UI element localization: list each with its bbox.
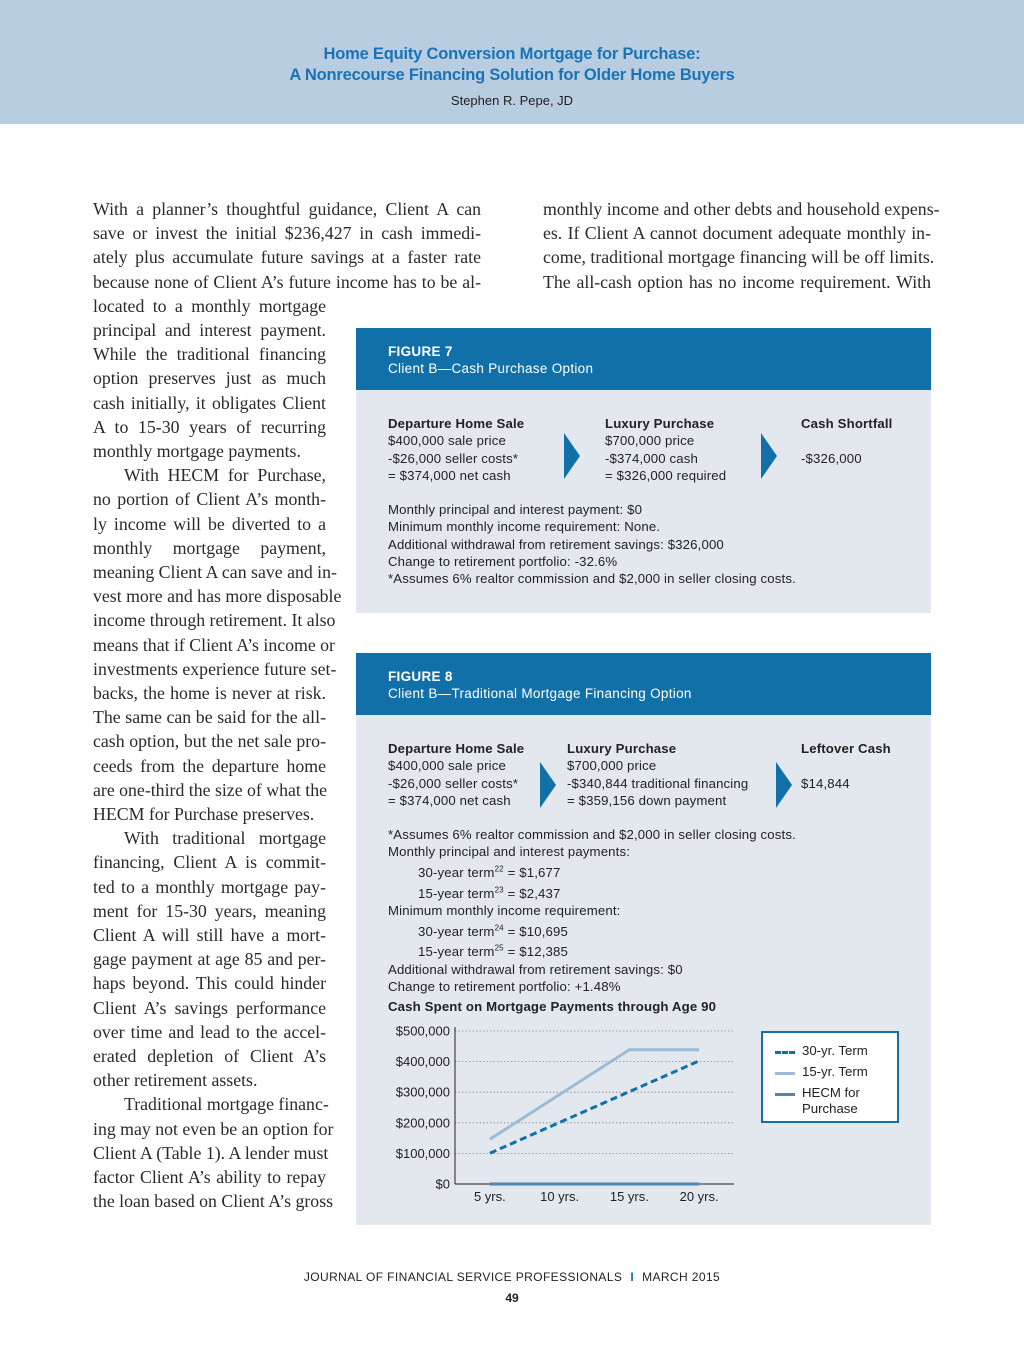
page-footer bbox=[0, 1270, 1024, 1284]
body-text-line: the loan based on Client A’s gross bbox=[93, 1191, 334, 1212]
figure-7-departure-heading: Departure Home Sale bbox=[388, 416, 525, 431]
x-tick-label: 5 yrs. bbox=[473, 1189, 506, 1204]
body-text-line: Client A’s savings performance bbox=[93, 997, 326, 1018]
body-text-line: es. If Client A cannot document adequate monthly in- bbox=[543, 223, 931, 244]
series-line-15-yr-term bbox=[490, 1050, 699, 1140]
figure-8-luxury-line1: $700,000 price bbox=[567, 758, 657, 774]
figure-8-departure-line3: = $374,000 net cash bbox=[388, 792, 511, 808]
body-text-line: are one-third the size of what the bbox=[93, 779, 328, 800]
body-text-line: Client A will still have a mort- bbox=[93, 925, 326, 945]
y-tick-label: $100,000 bbox=[395, 1145, 450, 1161]
figure-7 bbox=[356, 328, 931, 613]
figure-8-header bbox=[356, 653, 931, 715]
figure-8-arrow-2 bbox=[776, 762, 792, 808]
body-text-line: Traditional mortgage financ- bbox=[124, 1094, 329, 1115]
figure-8-note-withdrawal: Additional withdrawal from retirement savings: $0 bbox=[388, 961, 683, 977]
page-number: 49 bbox=[505, 1291, 519, 1305]
y-tick-label: $200,000 bbox=[395, 1115, 450, 1131]
body-text-line: ly income will be diverted to a bbox=[93, 513, 326, 534]
body-text-line: HECM for Purchase preserves. bbox=[93, 804, 315, 824]
figure-7-arrow-1 bbox=[564, 433, 580, 479]
header-band bbox=[0, 0, 1024, 124]
figure-7-note: Additional withdrawal from retirement savings: $326,000 bbox=[388, 536, 724, 552]
body-text-line: cash initially, it obligates Client bbox=[93, 392, 326, 413]
body-text-line: erated depletion of Client A’s bbox=[93, 1046, 326, 1066]
body-text-line: monthly mortgage payment, bbox=[93, 537, 326, 558]
y-tick-label: $400,000 bbox=[395, 1054, 450, 1070]
chart-legend bbox=[761, 1031, 899, 1123]
figure-8-luxury bbox=[567, 740, 748, 809]
figure-7-notes bbox=[388, 501, 796, 587]
figure-7-shortfall-heading: Cash Shortfall bbox=[801, 416, 893, 431]
body-text-line: factor Client A’s ability to repay bbox=[93, 1167, 326, 1187]
issue-date: MARCH 2015 bbox=[642, 1270, 721, 1284]
figure-8-luxury-line3: = $359,156 down payment bbox=[567, 792, 727, 808]
chart-title: Cash Spent on Mortgage Payments through Age 90 bbox=[388, 999, 717, 1014]
figure-8-note-assume: *Assumes 6% realtor commission and $2,000 in seller closing costs. bbox=[388, 827, 796, 842]
body-text-line: ing may not even be an option for bbox=[93, 1118, 334, 1139]
body-text-line: monthly income and other debts and household expens- bbox=[543, 199, 940, 219]
figure-8-title: Client B—Traditional Mortgage Financing Option bbox=[388, 686, 692, 701]
figure-8-luxury-line2: -$340,844 traditional financing bbox=[567, 775, 749, 791]
body-text-line: ted to a monthly mortgage pay- bbox=[93, 876, 326, 897]
body-text-line: other retirement assets. bbox=[93, 1070, 258, 1091]
y-tick-label: $300,000 bbox=[395, 1084, 450, 1100]
figure-8-note-pi-15: 15-year term$^{23}$ = $2,437 bbox=[418, 885, 561, 901]
figure-8-note-pi-heading: Monthly principal and interest payments: bbox=[388, 844, 631, 860]
figure-7-departure-line3: = $374,000 net cash bbox=[388, 467, 511, 483]
legend-swatch-30yr bbox=[775, 1051, 795, 1054]
figure-8-departure-line1: $400,000 sale price bbox=[388, 758, 506, 774]
body-text-line: no portion of Client A’s month- bbox=[93, 489, 326, 510]
legend-label-hecm: HECM for Purchase bbox=[802, 1085, 860, 1116]
legend-label-15yr: 15-yr. Term bbox=[802, 1064, 868, 1079]
body-text-line: While the traditional financing bbox=[93, 344, 326, 365]
series-line-30-yr-term bbox=[490, 1061, 699, 1153]
body-text-line: ately plus accumulate future savings at a faster rate bbox=[93, 247, 481, 268]
figure-7-note: Minimum monthly income requirement: None. bbox=[388, 519, 661, 535]
journal-name: JOURNAL OF FINANCIAL SERVICE PROFESSIONALS bbox=[303, 1270, 623, 1284]
body-text-line: With traditional mortgage bbox=[124, 828, 326, 849]
figure-7-departure-line2: -$26,000 seller costs* bbox=[388, 450, 519, 466]
figure-8-note-income-30: 30-year term$^{24}$ = $10,695 bbox=[418, 923, 568, 939]
y-tick-label: $500,000 bbox=[395, 1023, 450, 1039]
figure-8-leftover-value: $14,844 bbox=[801, 775, 850, 791]
legend-swatch-hecm bbox=[775, 1093, 795, 1096]
body-text-line: investments experience future set- bbox=[93, 658, 337, 679]
figure-7-luxury bbox=[605, 415, 726, 484]
figure-7-luxury-line2: -$374,000 cash bbox=[605, 450, 699, 466]
body-text-line: financing, Client A is commit- bbox=[93, 852, 326, 873]
x-tick-label: 15 yrs. bbox=[609, 1189, 649, 1204]
figure-7-title: Client B—Cash Purchase Option bbox=[388, 361, 594, 376]
body-text-line: The all-cash option has no income requirement. With bbox=[543, 271, 931, 292]
figure-8-departure-heading: Departure Home Sale bbox=[388, 741, 525, 756]
figure-8-luxury-heading: Luxury Purchase bbox=[567, 741, 677, 756]
figure-8-arrow-1 bbox=[540, 762, 556, 808]
y-tick-label: $0 bbox=[435, 1176, 450, 1192]
figure-7-note: Monthly principal and interest payment: $0 bbox=[388, 502, 643, 517]
figure-8-note-income-heading: Minimum monthly income requirement: bbox=[388, 902, 621, 918]
x-tick-label: 10 yrs. bbox=[540, 1189, 580, 1204]
article-title-line2: A Nonrecourse Financing Solution for Older Home Buyers bbox=[289, 66, 735, 84]
body-text-line: haps beyond. This could hinder bbox=[93, 973, 326, 994]
body-text-line: A to 15-30 years of recurring bbox=[93, 416, 326, 437]
body-text-line: gage payment at age 85 and per- bbox=[93, 949, 326, 970]
body-text-line: because none of Client A’s future income has to be al- bbox=[93, 271, 481, 292]
figure-8-departure-line2: -$26,000 seller costs* bbox=[388, 775, 519, 791]
mortgage-payments-chart bbox=[380, 1015, 750, 1215]
legend-label-30yr: 30-yr. Term bbox=[802, 1043, 868, 1058]
figure-7-shortfall-value: -$326,000 bbox=[801, 450, 862, 466]
figure-7-arrow-2 bbox=[761, 433, 777, 479]
body-text-line: meaning Client A can save and in- bbox=[93, 562, 337, 582]
body-text-line: cash option, but the net sale pro- bbox=[93, 731, 326, 752]
body-text-line: With a planner’s thoughtful guidance, Client A can bbox=[93, 199, 481, 219]
figure-8-leftover bbox=[801, 740, 891, 792]
article-title-line1: Home Equity Conversion Mortgage for Purchase: bbox=[323, 45, 701, 63]
figure-8-leftover-heading: Leftover Cash bbox=[801, 741, 891, 756]
x-tick-label: 20 yrs. bbox=[679, 1189, 719, 1204]
figure-8-note-pi-30: 30-year term$^{22}$ = $1,677 bbox=[418, 864, 561, 880]
body-text-line: option preserves just as much bbox=[93, 368, 326, 389]
figure-8-number: FIGURE 8 bbox=[388, 669, 453, 684]
footer-separator: I bbox=[630, 1270, 635, 1284]
body-text-line: means that if Client A’s income or bbox=[93, 634, 335, 655]
body-text-line: income through retirement. It also bbox=[93, 610, 336, 631]
body-text-line: ceeds from the departure home bbox=[93, 755, 326, 776]
body-text-line: principal and interest payment. bbox=[93, 320, 326, 340]
body-text-line: Client A (Table 1). A lender must bbox=[93, 1142, 329, 1163]
body-text-line: save or invest the initial $236,427 in cash immedi- bbox=[93, 223, 481, 244]
figure-7-luxury-line1: $700,000 price bbox=[605, 433, 695, 449]
body-text-line: monthly mortgage payments. bbox=[93, 441, 301, 461]
figure-7-shortfall bbox=[801, 415, 893, 467]
body-text-line: The same can be said for the all- bbox=[93, 707, 326, 728]
body-text-line: vest more and has more disposable bbox=[93, 586, 342, 607]
body-text-line: come, traditional mortgage financing will be off limits. bbox=[543, 247, 935, 268]
figure-8-note-income-15: 15-year term$^{25}$ = $12,385 bbox=[418, 943, 568, 960]
figure-7-luxury-heading: Luxury Purchase bbox=[605, 416, 715, 431]
body-text-line: located to a monthly mortgage bbox=[93, 295, 326, 316]
body-text-line: With HECM for Purchase, bbox=[124, 465, 326, 486]
figure-8-note-change: Change to retirement portfolio: +1.48% bbox=[388, 978, 621, 994]
figure-7-note: Change to retirement portfolio: -32.6% bbox=[388, 553, 618, 569]
figure-8-notes bbox=[388, 826, 796, 995]
figure-7-departure bbox=[388, 415, 524, 484]
body-text-line: ment for 15-30 years, meaning bbox=[93, 900, 326, 921]
figure-7-header bbox=[356, 328, 931, 390]
body-text-line: over time and lead to the accel- bbox=[93, 1021, 326, 1042]
figure-7-note: *Assumes 6% realtor commission and $2,000 in seller closing costs. bbox=[388, 571, 796, 587]
figure-8-departure bbox=[388, 740, 524, 809]
legend-swatch-15yr bbox=[775, 1072, 795, 1075]
figure-7-luxury-line3: = $326,000 required bbox=[605, 467, 727, 483]
article-author: Stephen R. Pepe, JD bbox=[450, 93, 574, 108]
figure-7-number: FIGURE 7 bbox=[388, 344, 453, 359]
body-text-line: backs, the home is never at risk. bbox=[93, 683, 326, 703]
figure-7-departure-line1: $400,000 sale price bbox=[388, 433, 506, 449]
